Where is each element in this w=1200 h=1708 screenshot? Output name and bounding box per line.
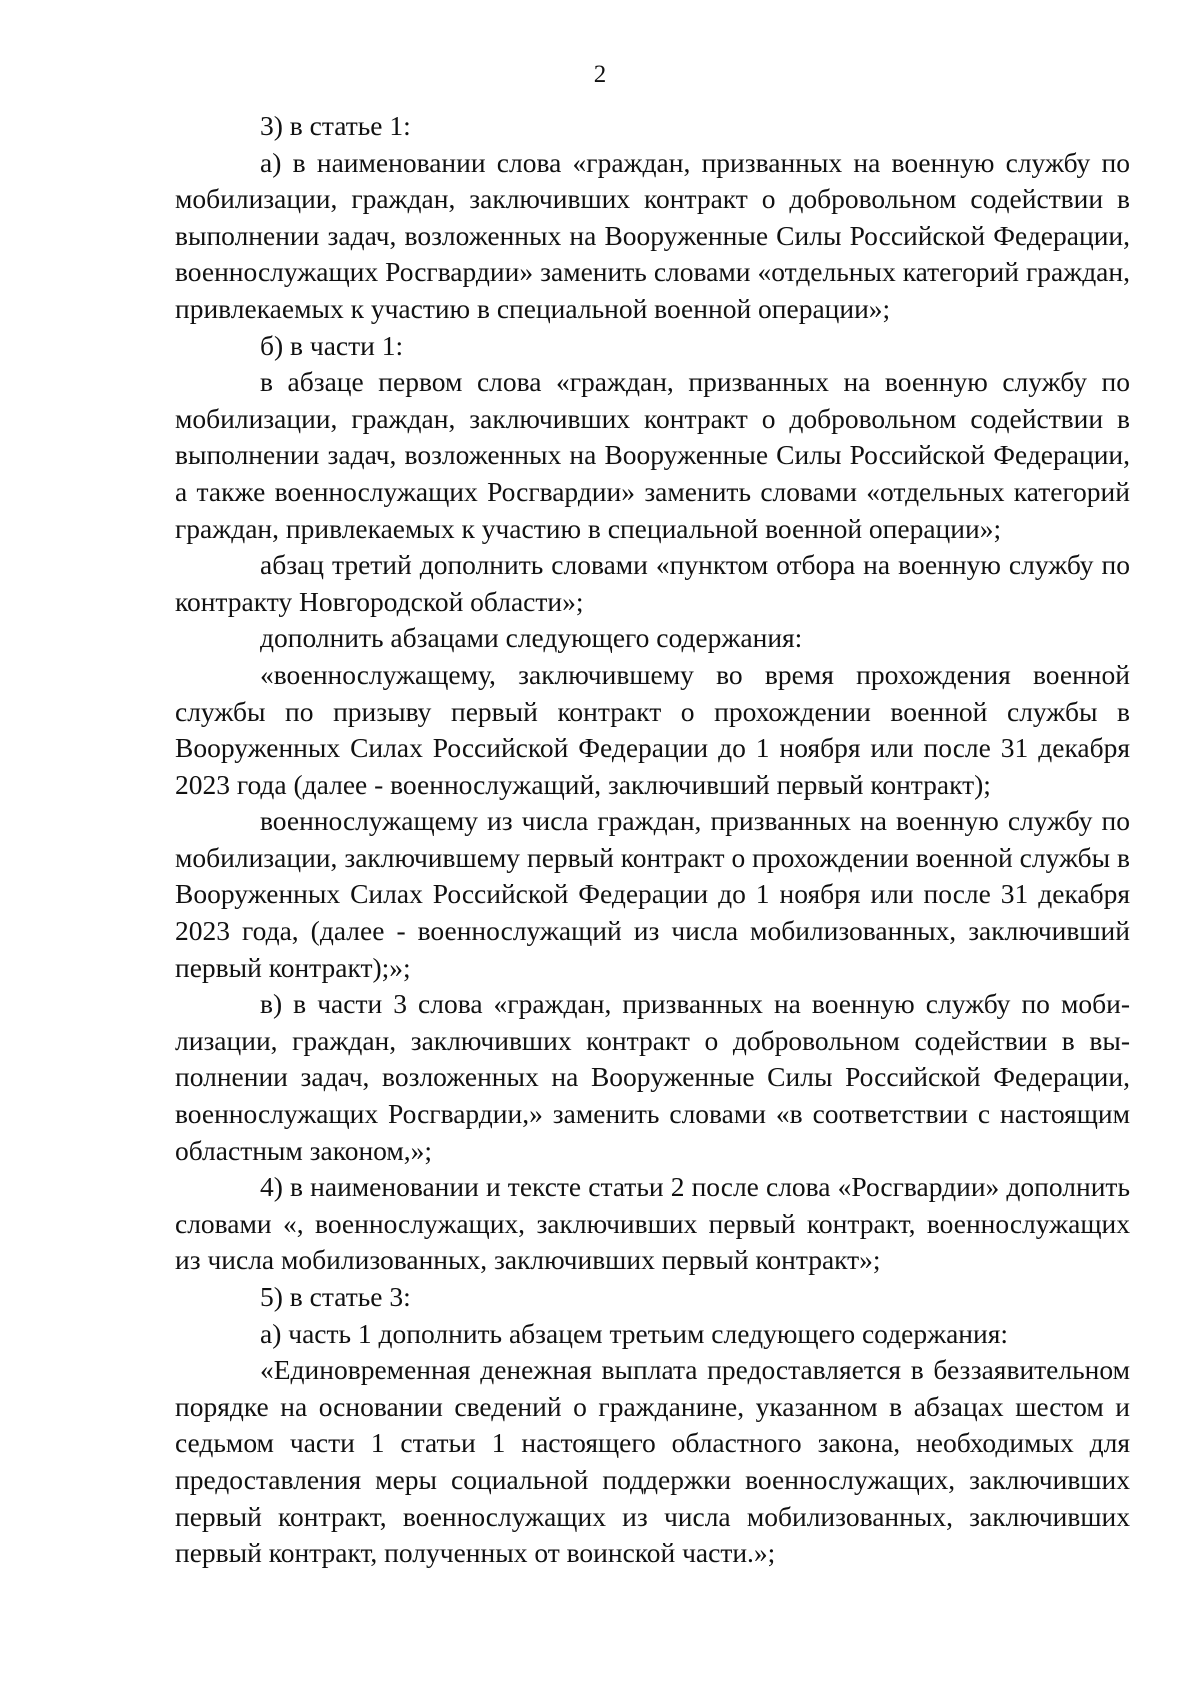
paragraph: военнослужащему из числа граждан, призванных на военную службу по мобилизации, заключившему первый контракт о прохождении военной службы в Вооруженных Силах Российской Федерации до 1 ноября или после 31 декабря 2023 года, (далее - военнослужащий из числа мобилизованных, заключивший первый контракт);»; <box>175 805 1130 983</box>
paragraph: а) часть 1 дополнить абзацем третьим следующего содержания: <box>260 1317 1009 1349</box>
paragraph: 5) в статье 3: <box>260 1281 411 1312</box>
paragraph: «военнослужащему, заключившему во время прохождения военной службы по призыву первый контракт о прохождении военной службы в Вооруженных Силах Российской Федерации до 1 ноября или после 31 декабря 2023 года (далее - военнослужащий, заключивший первый контракт); <box>175 658 1130 800</box>
page-number: 2 <box>593 61 607 88</box>
paragraph: б) в части 1: <box>260 329 404 361</box>
document-body <box>175 108 1130 1572</box>
paragraph: 4) в наименовании и тексте статьи 2 после слова «Росгвардии» дополнить словами «, военнослужащих, заключивших первый контракт, военнослужащих из числа мобилизованных, заключивших первый контракт»; <box>175 1171 1130 1276</box>
paragraph: а) в наименовании слова «граждан, призванных на военную службу по мобилизации, граждан, заключивших контракт о добровольном содействии в выполнении задач, возложенных на Вооруженные Силы Российской Федерации, военнослужащих Росгвардии» заменить словами «отдельных категорий граждан, привлекаемых к участию в специальной военной операции»; <box>175 146 1130 324</box>
paragraph: 3) в статье 1: <box>260 110 411 141</box>
paragraph: «Единовременная денежная выплата предоставляется в беззаявительном порядке на основании сведений о гражданине, указанном в абзацах шестом и седьмом части 1 статьи 1 настоящего областного закона, необходимых для предоставления меры социальной поддержки военнослужащих, заключивших первый контракт, военнослужащих из числа мобилизованных, заключивших первый контракт, полученных от воинской части.»; <box>175 1354 1130 1569</box>
paragraph: дополнить абзацами следующего содержания: <box>260 622 803 654</box>
paragraph: в) в части 3 слова «граждан, призванных на военную службу по мобилизации, граждан, заключивших контракт о добровольном содействии в выполнении задач, возложенных на Вооруженные Силы Российской Федерации, военнослужащих Росгвардии,» заменить словами «в соответствии с настоящим областным законом,»; <box>175 988 1130 1166</box>
paragraph: абзац третий дополнить словами «пунктом отбора на военную службу по контракту Новгородской области»; <box>175 549 1130 617</box>
paragraph: в абзаце первом слова «граждан, призванных на военную службу по мобилизации, граждан, заключивших контракт о добровольном содействии в выполнении задач, возложенных на Вооруженные Силы Российской Федерации, а также военнослужащих Росгвардии» заменить словами «отдельных категорий граждан, привлекаемых к участию в специальной военной операции»; <box>175 366 1130 544</box>
